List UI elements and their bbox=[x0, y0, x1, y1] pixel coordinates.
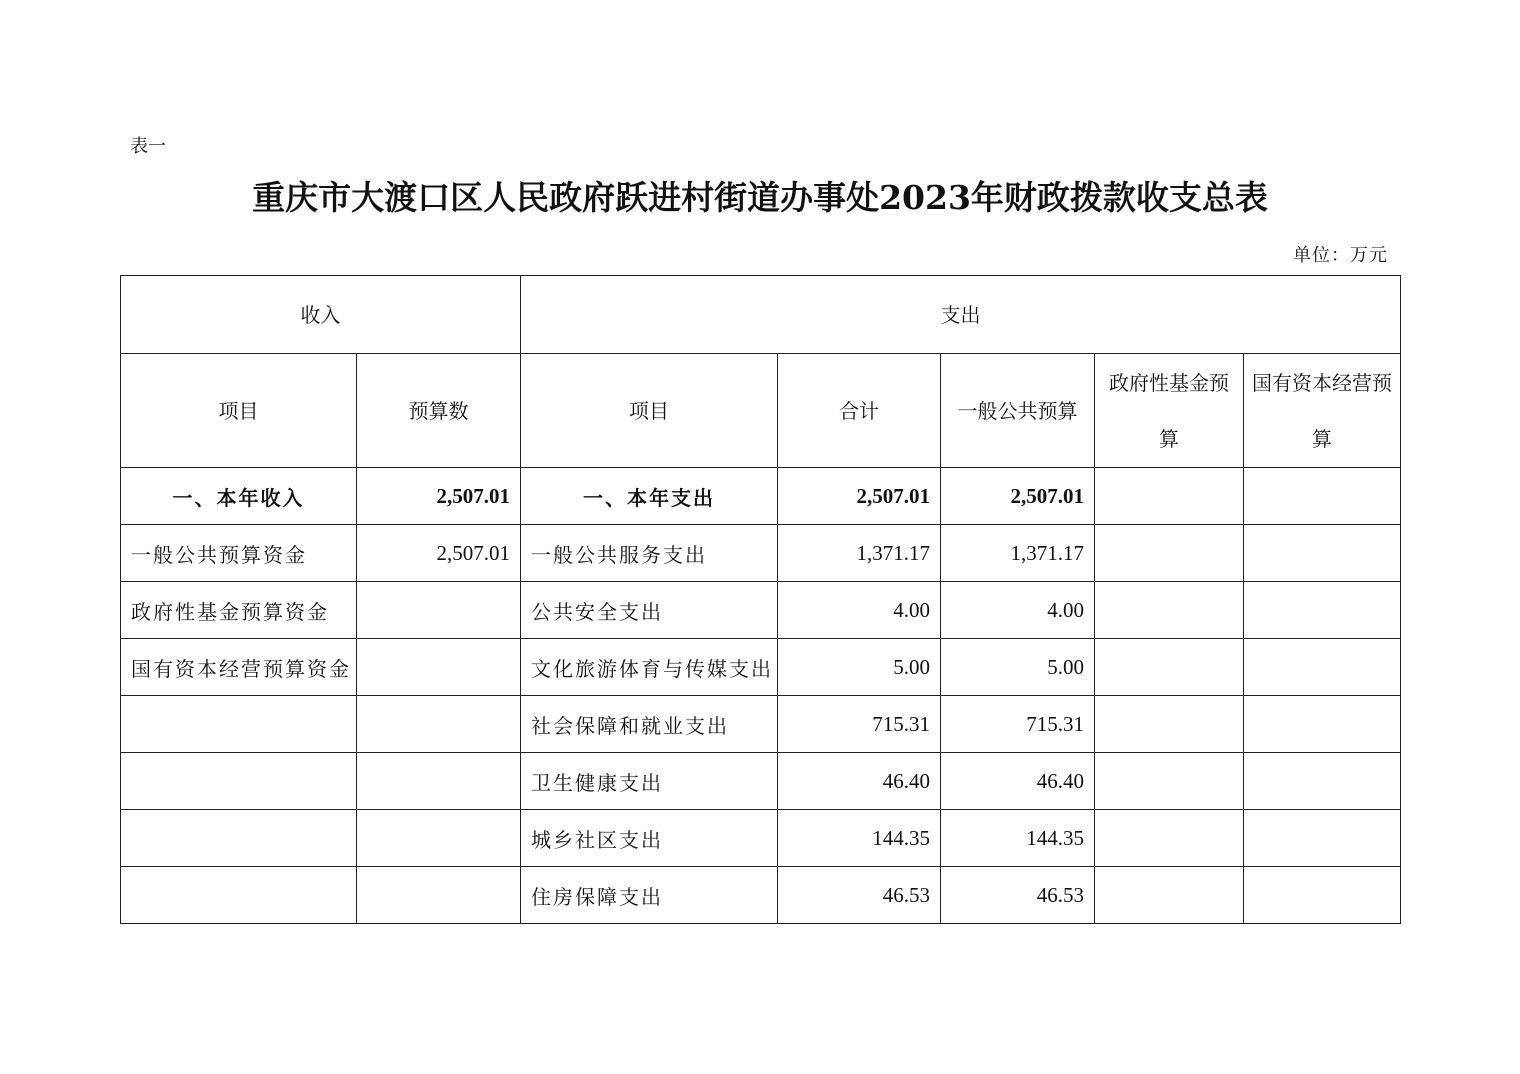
total-cell: 46.40 bbox=[778, 753, 941, 810]
income-item-cell bbox=[121, 867, 357, 924]
income-amount-cell bbox=[357, 810, 521, 867]
total-cell: 144.35 bbox=[778, 810, 941, 867]
general-public-cell: 4.00 bbox=[941, 582, 1095, 639]
expense-item-cell: 文化旅游体育与传媒支出 bbox=[521, 639, 778, 696]
income-item-cell bbox=[121, 696, 357, 753]
state-capital-column-header: 国有资本经营预算 bbox=[1244, 354, 1401, 468]
expense-item-cell: 一、本年支出 bbox=[521, 468, 778, 525]
income-header: 收入 bbox=[121, 276, 521, 354]
income-item-cell: 一般公共预算资金 bbox=[121, 525, 357, 582]
gov-fund-cell bbox=[1095, 639, 1244, 696]
total-cell: 2,507.01 bbox=[778, 468, 941, 525]
state-capital-cell bbox=[1244, 696, 1401, 753]
general-public-cell: 5.00 bbox=[941, 639, 1095, 696]
gov-fund-cell bbox=[1095, 810, 1244, 867]
table-row bbox=[121, 525, 1401, 582]
table-row bbox=[121, 867, 1401, 924]
gov-fund-column-header: 政府性基金预算 bbox=[1095, 354, 1244, 468]
income-amount-cell: 2,507.01 bbox=[357, 468, 521, 525]
gov-fund-cell bbox=[1095, 696, 1244, 753]
general-public-cell: 2,507.01 bbox=[941, 468, 1095, 525]
general-public-cell: 715.31 bbox=[941, 696, 1095, 753]
state-capital-cell bbox=[1244, 525, 1401, 582]
budget-table bbox=[120, 275, 1401, 924]
expense-item-cell: 住房保障支出 bbox=[521, 867, 778, 924]
state-capital-cell bbox=[1244, 867, 1401, 924]
table-column-header-row bbox=[121, 354, 1401, 468]
state-capital-cell bbox=[1244, 810, 1401, 867]
gov-fund-cell bbox=[1095, 468, 1244, 525]
gov-fund-cell bbox=[1095, 582, 1244, 639]
total-cell: 4.00 bbox=[778, 582, 941, 639]
income-item-column-header: 项目 bbox=[121, 354, 357, 468]
gov-fund-cell bbox=[1095, 867, 1244, 924]
income-budget-column-header: 预算数 bbox=[357, 354, 521, 468]
table-row bbox=[121, 639, 1401, 696]
general-public-column-header: 一般公共预算 bbox=[941, 354, 1095, 468]
income-amount-cell bbox=[357, 582, 521, 639]
expense-item-cell: 社会保障和就业支出 bbox=[521, 696, 778, 753]
expense-item-cell: 一般公共服务支出 bbox=[521, 525, 778, 582]
income-item-cell: 国有资本经营预算资金 bbox=[121, 639, 357, 696]
state-capital-cell bbox=[1244, 582, 1401, 639]
page-title: 重庆市大渡口区人民政府跃进村街道办事处2023年财政拨款收支总表 bbox=[252, 178, 1268, 217]
income-amount-cell bbox=[357, 696, 521, 753]
income-item-cell bbox=[121, 810, 357, 867]
general-public-cell: 144.35 bbox=[941, 810, 1095, 867]
income-item-cell: 一、本年收入 bbox=[121, 468, 357, 525]
total-cell: 1,371.17 bbox=[778, 525, 941, 582]
expense-item-column-header: 项目 bbox=[521, 354, 778, 468]
state-capital-cell bbox=[1244, 639, 1401, 696]
expense-item-cell: 公共安全支出 bbox=[521, 582, 778, 639]
table-row bbox=[121, 810, 1401, 867]
expense-item-cell: 城乡社区支出 bbox=[521, 810, 778, 867]
unit-note: 单位：万元 bbox=[1293, 245, 1388, 266]
state-capital-cell bbox=[1244, 468, 1401, 525]
table-row bbox=[121, 582, 1401, 639]
income-amount-cell bbox=[357, 867, 521, 924]
total-cell: 715.31 bbox=[778, 696, 941, 753]
table-row bbox=[121, 753, 1401, 810]
total-cell: 5.00 bbox=[778, 639, 941, 696]
income-amount-cell bbox=[357, 639, 521, 696]
table-top-header-row bbox=[121, 276, 1401, 354]
total-cell: 46.53 bbox=[778, 867, 941, 924]
gov-fund-cell bbox=[1095, 525, 1244, 582]
state-capital-cell bbox=[1244, 753, 1401, 810]
income-amount-cell: 2,507.01 bbox=[357, 525, 521, 582]
table-row bbox=[121, 468, 1401, 525]
general-public-cell: 46.40 bbox=[941, 753, 1095, 810]
expense-item-cell: 卫生健康支出 bbox=[521, 753, 778, 810]
general-public-cell: 46.53 bbox=[941, 867, 1095, 924]
income-item-cell: 政府性基金预算资金 bbox=[121, 582, 357, 639]
income-amount-cell bbox=[357, 753, 521, 810]
income-item-cell bbox=[121, 753, 357, 810]
table-row bbox=[121, 696, 1401, 753]
total-column-header: 合计 bbox=[778, 354, 941, 468]
general-public-cell: 1,371.17 bbox=[941, 525, 1095, 582]
table-label: 表一 bbox=[130, 136, 166, 157]
gov-fund-cell bbox=[1095, 753, 1244, 810]
expense-header: 支出 bbox=[521, 276, 1401, 354]
